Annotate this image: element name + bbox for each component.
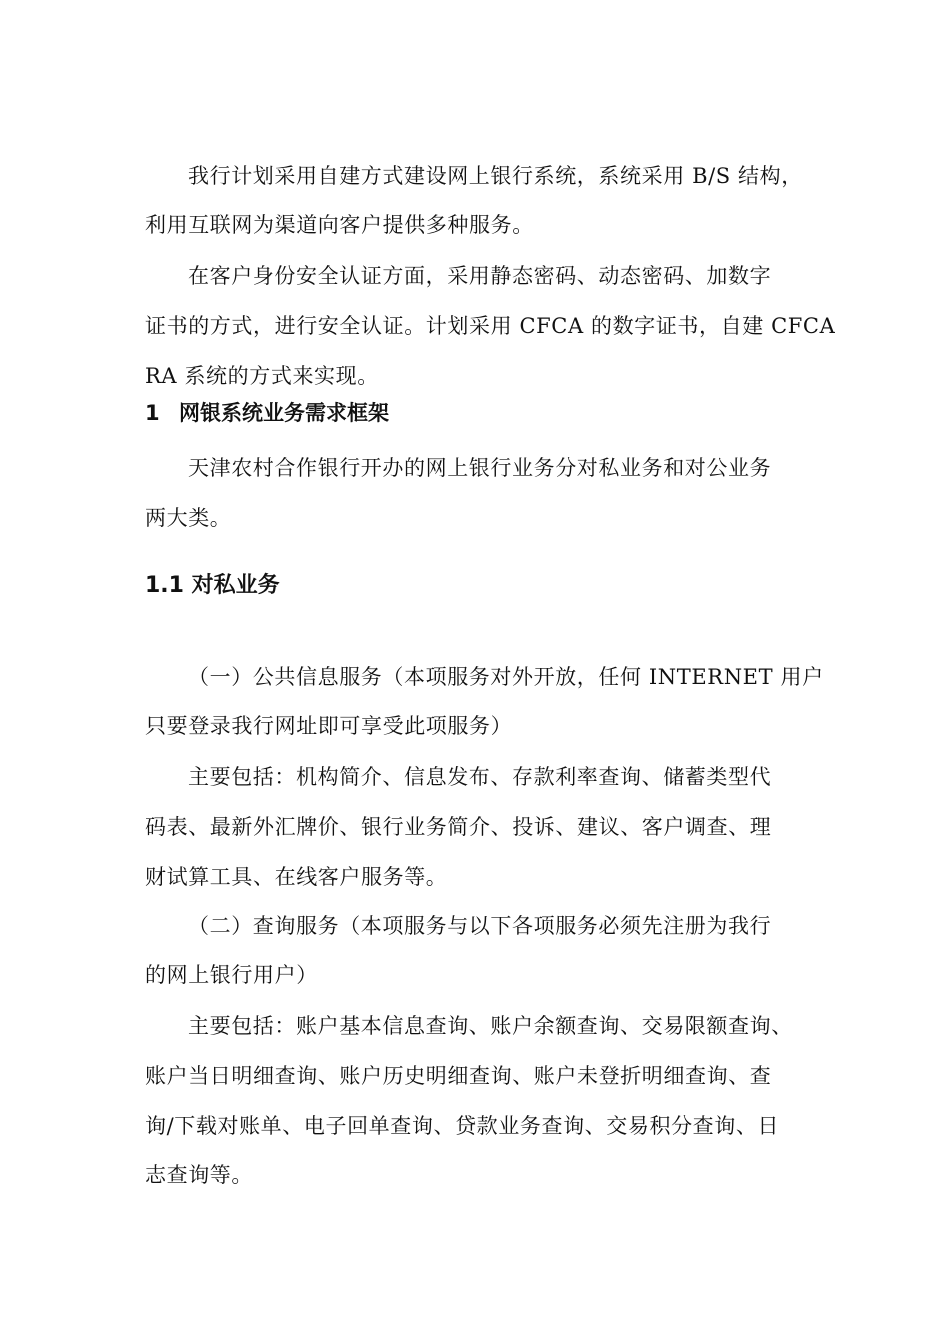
item-1-desc-line-3: 财试算工具、在线客户服务等。 xyxy=(145,865,448,889)
section-1-number: 1 xyxy=(145,401,160,425)
item-1-title-line-2: 只要登录我行网址即可享受此项服务） xyxy=(145,714,513,738)
item-1-title-line-1: （一）公共信息服务（本项服务对外开放，任何 INTERNET 用户 xyxy=(188,665,824,689)
intro-paragraph-2-line-2: 证书的方式，进行安全认证。计划采用 CFCA 的数字证书，自建 CFCA xyxy=(145,314,836,338)
item-2-title-line-1: （二）查询服务（本项服务与以下各项服务必须先注册为我行 xyxy=(188,914,772,938)
item-1-desc-line-2: 码表、最新外汇牌价、银行业务简介、投诉、建议、客户调查、理 xyxy=(145,815,772,839)
item-2-desc-line-4: 志查询等。 xyxy=(145,1163,253,1187)
item-1-desc-line-1: 主要包括：机构简介、信息发布、存款利率查询、储蓄类型代 xyxy=(188,765,772,789)
intro-paragraph-2-line-3: RA 系统的方式来实现。 xyxy=(145,364,379,388)
section-1-paragraph-line-1: 天津农村合作银行开办的网上银行业务分对私业务和对公业务 xyxy=(188,456,772,480)
item-2-title-line-2: 的网上银行用户） xyxy=(145,963,318,987)
item-2-desc-line-1: 主要包括：账户基本信息查询、账户余额查询、交易限额查询、 xyxy=(188,1014,793,1038)
intro-paragraph-1-line-1: 我行计划采用自建方式建设网上银行系统，系统采用 B/S 结构， xyxy=(188,164,803,188)
section-1-1-heading: 1.1 对私业务 xyxy=(145,573,280,598)
section-1-heading xyxy=(145,398,389,428)
section-1-paragraph-line-2: 两大类。 xyxy=(145,506,232,530)
item-2-desc-line-2: 账户当日明细查询、账户历史明细查询、账户未登折明细查询、查 xyxy=(145,1064,772,1088)
item-2-desc-line-3: 询/下载对账单、电子回单查询、贷款业务查询、交易积分查询、日 xyxy=(145,1114,780,1138)
intro-paragraph-1-line-2: 利用互联网为渠道向客户提供多种服务。 xyxy=(145,213,534,237)
intro-paragraph-2-line-1: 在客户身份安全认证方面，采用静态密码、动态密码、加数字 xyxy=(188,264,772,288)
section-1-title: 网银系统业务需求框架 xyxy=(179,401,389,425)
